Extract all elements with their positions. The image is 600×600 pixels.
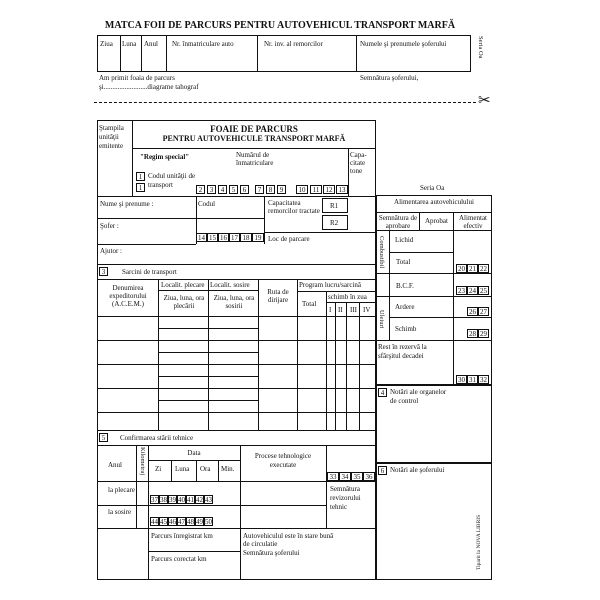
date-col-label: Zi bbox=[155, 465, 162, 473]
stampila-label: Ştampila unităţii emitente bbox=[99, 124, 124, 150]
digit-box: 42 bbox=[196, 496, 203, 504]
date-col-label: Ora bbox=[200, 465, 211, 473]
stub-title: MATCA FOII DE PARCURS PENTRU AUTOVEHICUL TRANSPORT MARFĂ bbox=[104, 20, 456, 31]
received-line2: şi.........................diagrame tahograf bbox=[99, 83, 199, 91]
shift-label: I bbox=[329, 306, 332, 314]
digit-box: 16 bbox=[220, 234, 227, 242]
top-seria: Seria Oa bbox=[477, 36, 484, 59]
digit-box: 22 bbox=[480, 265, 487, 273]
parcurs-inregistrat: Parcurs înregistrat km bbox=[151, 532, 213, 540]
digit-box: 21 bbox=[469, 265, 476, 273]
digit-box: 39 bbox=[169, 496, 176, 504]
digit-box: 23 bbox=[458, 287, 465, 295]
parcurs-corectat: Parcurs corectat km bbox=[151, 555, 207, 563]
digit-box: 30 bbox=[458, 376, 465, 384]
shift-label: II bbox=[338, 306, 343, 314]
nume-label: Nume şi prenume : bbox=[100, 200, 154, 208]
notari-organ: Notări ale organelor de control bbox=[390, 388, 447, 405]
efectiv-label: Alimentat efectiv bbox=[459, 214, 487, 230]
bcf-label: B.C.F. bbox=[396, 282, 414, 290]
section-number: 3 bbox=[99, 267, 108, 276]
stare-buna: Autovehiculul este în stare bună de circulatie bbox=[243, 532, 334, 548]
digit-box: 15 bbox=[209, 234, 216, 242]
digit-box: 9 bbox=[277, 185, 286, 194]
digit-box: 14 bbox=[198, 234, 205, 242]
digit-box: 20 bbox=[458, 265, 465, 273]
capacitate-label: Capa-citate tone bbox=[350, 151, 367, 175]
digit-box: 27 bbox=[480, 308, 487, 316]
digit-box: 46 bbox=[169, 518, 176, 526]
digit-box: 24 bbox=[469, 287, 476, 295]
digit-box: 44 bbox=[151, 518, 158, 526]
semnatura-sofer: Semnătura şoferului bbox=[243, 549, 300, 557]
r1-label: R1 bbox=[330, 202, 339, 210]
denumirea-label: Denumirea expeditorului (A.C.E.M.) bbox=[109, 284, 147, 308]
digit-box: 37 bbox=[151, 496, 158, 504]
lichid-label: Lichid bbox=[395, 236, 414, 244]
col-anul: Anul bbox=[144, 40, 158, 48]
plecare-sub: Ziua, luna, ora plecării bbox=[163, 294, 205, 310]
form-title: FOAIE DE PARCURS bbox=[210, 124, 298, 134]
r2-label: R2 bbox=[330, 219, 339, 227]
plecare-label: Localit. plecare bbox=[161, 281, 205, 289]
schimb-fuel-label: Schimb bbox=[395, 325, 417, 333]
digit-box: 31 bbox=[469, 376, 476, 384]
alimentarea-label: Alimentarea autovehiculului bbox=[394, 198, 474, 206]
col-nr-inv: Nr. inv. al remorcilor bbox=[264, 40, 323, 48]
digit-box: 28 bbox=[469, 330, 476, 338]
digit-box: 50 bbox=[205, 518, 212, 526]
digit-box: 48 bbox=[187, 518, 194, 526]
shift-label: III bbox=[350, 306, 357, 314]
digit-box: 12 bbox=[323, 185, 335, 194]
anul-label: Anul bbox=[108, 461, 122, 469]
received-line1: Am primit foaia de parcurs bbox=[99, 74, 175, 82]
section-number: 6 bbox=[378, 466, 387, 475]
digit-box: 13 bbox=[336, 185, 348, 194]
digit-box: 43 bbox=[205, 496, 212, 504]
sarcini-label: Sarcini de transport bbox=[122, 268, 177, 276]
digit-box: 35 bbox=[351, 472, 363, 481]
loc-parcare: Loc de parcare bbox=[268, 235, 310, 243]
kilometraj-label: Kilometraj bbox=[139, 447, 146, 476]
ardere-label: Ardere bbox=[395, 303, 415, 311]
digit-box: 11 bbox=[310, 185, 322, 194]
ruta-label: Ruta de dirijare bbox=[267, 288, 289, 304]
digit-box: 6 bbox=[240, 185, 249, 194]
digit-box: 7 bbox=[255, 185, 264, 194]
right-seria: Seria Oa bbox=[420, 184, 445, 192]
confirmarea-label: Confirmarea stării tehnice bbox=[120, 434, 194, 442]
semnatura-aprobare: Semnătura de aprobare bbox=[378, 214, 418, 230]
sosire-label: Localit. sosire bbox=[210, 281, 250, 289]
digit-box: 8 bbox=[266, 185, 275, 194]
rest-rezerva: Rest în rezervă la sfârşitul decadei bbox=[378, 343, 427, 360]
semnatura-revizor: Semnătura revizorului tehnic bbox=[330, 485, 361, 511]
data-label: Data bbox=[187, 449, 201, 457]
digit-box: 40 bbox=[178, 496, 185, 504]
section-number: 5 bbox=[99, 433, 108, 442]
digit-box: 1 bbox=[136, 183, 145, 192]
la-sosire: la sosire bbox=[108, 508, 132, 516]
digit-box: 33 bbox=[327, 472, 339, 481]
digit-box: 34 bbox=[339, 472, 351, 481]
codul-label: Codul bbox=[198, 200, 216, 208]
notari-sofer: Notări ale şoferului bbox=[390, 466, 445, 474]
total-label: Total bbox=[302, 300, 317, 308]
digit-box: 47 bbox=[178, 518, 185, 526]
digit-box: 10 bbox=[296, 185, 308, 194]
driver-notes bbox=[376, 463, 492, 580]
digit-box: 18 bbox=[240, 233, 252, 242]
digit-box: 32 bbox=[480, 376, 487, 384]
sosire-sub: Ziua, luna, ora sosirii bbox=[213, 294, 255, 310]
numarul-label: Numărul de înmatriculare bbox=[236, 151, 274, 167]
digit-box: 4 bbox=[218, 185, 227, 194]
digit-box: 36 bbox=[363, 472, 375, 481]
regim-special: "Regim special" bbox=[140, 153, 190, 161]
col-nr-inmatriculare: Nr. înmatriculare auto bbox=[172, 40, 234, 48]
digit-box: 26 bbox=[469, 308, 476, 316]
signature-label: Semnătura şoferului, bbox=[360, 74, 419, 82]
ajutor-label: Ajutor : bbox=[100, 247, 122, 255]
scissors-icon: ✂ bbox=[478, 93, 491, 109]
date-col-label: Luna bbox=[175, 465, 190, 473]
program-label: Program lucru/sarcină bbox=[299, 281, 362, 289]
digit-box: 19 bbox=[252, 233, 264, 242]
printer-label: Tiparit la NOVA LIBRIS bbox=[476, 514, 482, 570]
digit-box: 29 bbox=[480, 330, 487, 338]
codul-unitatii: Codul unităţii de transport bbox=[148, 172, 196, 189]
col-nume-sofer: Numele şi prenumele şoferului bbox=[360, 40, 447, 48]
digit-box: 2 bbox=[196, 185, 205, 194]
date-col-label: Min. bbox=[221, 465, 235, 473]
total-fuel-label: Total bbox=[396, 258, 411, 266]
uleiuri-label: Uleiuri bbox=[378, 310, 385, 329]
digit-box: 41 bbox=[187, 496, 194, 504]
digit-box: 25 bbox=[480, 287, 487, 295]
digit-box: 1 bbox=[136, 172, 145, 181]
col-luna: Luna bbox=[122, 40, 137, 48]
shift-label: IV bbox=[363, 306, 371, 314]
aprobat-label: Aprobat bbox=[425, 217, 448, 225]
digit-box: 17 bbox=[231, 234, 238, 242]
cut-line bbox=[94, 102, 476, 103]
digit-box: 5 bbox=[229, 185, 238, 194]
section-number: 4 bbox=[378, 388, 387, 397]
combustibil-label: Combustibil bbox=[378, 236, 385, 269]
capacitatea-remorcilor: Capacitatea remorcilor tractate bbox=[268, 199, 320, 215]
digit-box: 45 bbox=[160, 518, 167, 526]
schimb-label: schimb în zua bbox=[328, 293, 367, 301]
col-ziua: Ziua bbox=[100, 40, 113, 48]
sofer-label: Şofer : bbox=[100, 222, 119, 230]
digit-box: 3 bbox=[207, 185, 216, 194]
digit-box: 49 bbox=[196, 518, 203, 526]
la-plecare: la plecare bbox=[108, 486, 136, 494]
form-subtitle: PENTRU AUTOVEHICULE TRANSPORT MARFĂ bbox=[162, 134, 346, 143]
digit-box: 38 bbox=[160, 496, 167, 504]
procese-label: Procese tehnologice executate bbox=[254, 452, 312, 469]
